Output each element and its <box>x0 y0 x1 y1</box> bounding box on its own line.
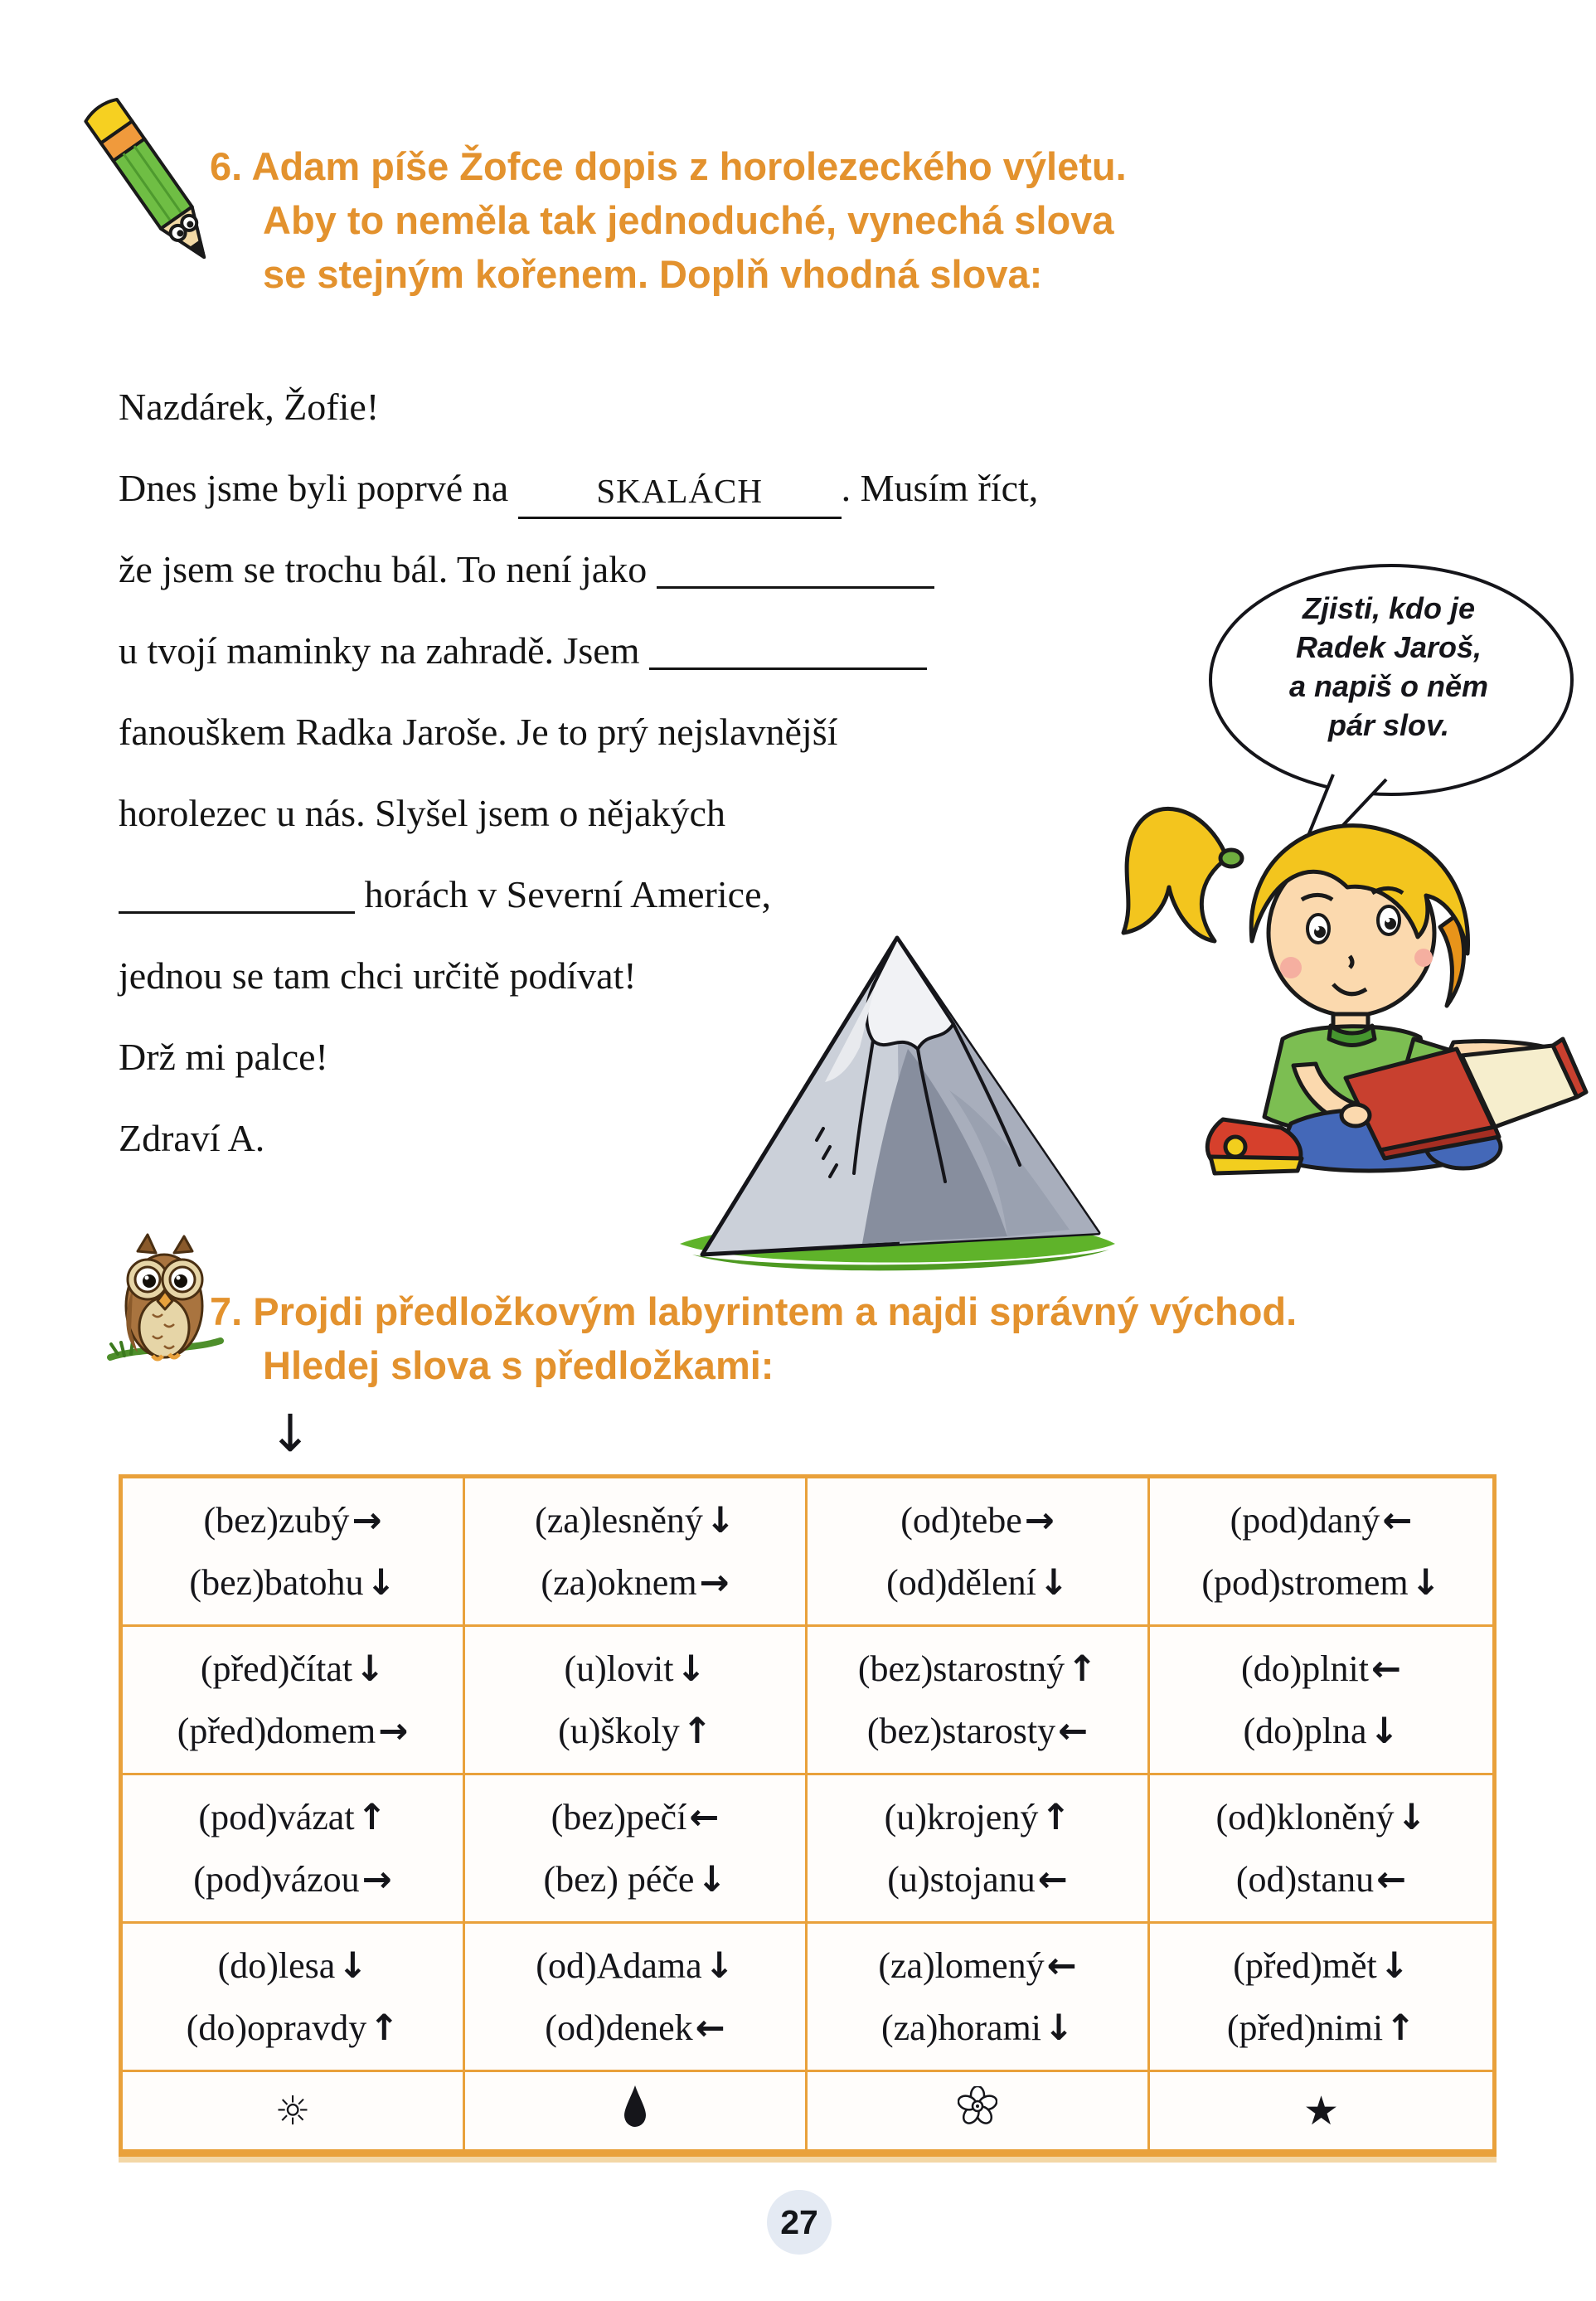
direction-arrow: ↑ <box>357 1796 387 1838</box>
letter-blank[interactable] <box>649 658 927 670</box>
maze-cell <box>1150 1775 1492 1924</box>
maze-word: (bez)starosty <box>866 1711 1056 1752</box>
preposition-maze-table <box>119 1474 1497 2157</box>
maze-word: (od)dělení <box>886 1562 1036 1604</box>
maze-cell <box>808 1924 1150 2072</box>
maze-word: (před)mět <box>1233 1944 1377 1986</box>
maze-cell <box>808 1775 1150 1924</box>
letter-text-segment: že jsem se trochu bál. To není jako <box>119 548 657 590</box>
maze-word: (do)plna <box>1243 1711 1367 1752</box>
maze-entry <box>177 1710 409 1752</box>
maze-entry <box>1215 1796 1426 1838</box>
maze-word: (u)školy <box>558 1711 680 1752</box>
maze-entry <box>545 2007 725 2049</box>
maze-cell <box>808 1627 1150 1775</box>
direction-arrow: ↑ <box>1041 1796 1071 1838</box>
maze-entry <box>187 2007 400 2049</box>
direction-arrow: ↓ <box>704 1944 735 1987</box>
direction-arrow: ↓ <box>1396 1796 1427 1838</box>
direction-arrow: ← <box>1382 1499 1413 1541</box>
maze-cell <box>123 1924 465 2072</box>
direction-arrow: ↑ <box>369 2007 400 2050</box>
letter-blank[interactable] <box>119 901 355 914</box>
speech-bubble-line: Radek Jaroš, <box>1295 630 1482 664</box>
direction-arrow: ↑ <box>1067 1648 1098 1690</box>
maze-entry <box>1241 1648 1401 1690</box>
maze-entry <box>558 1710 712 1752</box>
maze-word: (od)Adama <box>536 1944 702 1986</box>
direction-arrow: ↓ <box>366 1562 396 1604</box>
letter-text-segment: jednou se tam chci určitě podívat! <box>119 954 637 997</box>
letter-line <box>119 854 1221 935</box>
letter-text-segment: . Musím říct, <box>841 467 1039 509</box>
direction-arrow: ↓ <box>705 1499 735 1541</box>
maze-word: (bez)batohu <box>189 1562 364 1604</box>
maze-cell <box>123 1478 465 1627</box>
maze-word: (pod)vázat <box>198 1796 355 1837</box>
letter-text-segment: horách v Severní Americe, <box>355 873 771 915</box>
direction-arrow: ↓ <box>1043 2007 1075 2050</box>
maze-word: (u)lovit <box>564 1648 674 1689</box>
letter-text-segment: Nazdárek, Žofie! <box>119 386 380 428</box>
maze-entry <box>1243 1710 1399 1752</box>
exercise6-heading <box>210 139 1127 301</box>
maze-entry-arrow: ↓ <box>269 1403 312 1464</box>
maze-word: (u)stojanu <box>887 1859 1036 1901</box>
maze-entry <box>218 1944 368 1987</box>
direction-arrow: → <box>361 1859 392 1901</box>
maze-word: (u)krojený <box>884 1796 1039 1837</box>
speech-bubble-line: a napiš o něm <box>1288 669 1489 703</box>
maze-word: (před)domem <box>177 1711 376 1752</box>
sun-icon: ☼ <box>274 2087 311 2134</box>
maze-entry <box>189 1561 395 1604</box>
letter-line <box>119 448 1221 529</box>
star-icon: ★ <box>1303 2087 1340 2134</box>
direction-arrow: ↓ <box>676 1648 706 1690</box>
maze-word: (bez)starostný <box>857 1648 1065 1689</box>
maze-word: (bez)zubý <box>203 1499 350 1541</box>
maze-entry <box>541 1561 729 1604</box>
direction-arrow: ← <box>1376 1859 1407 1901</box>
maze-entry <box>535 1499 735 1541</box>
direction-arrow: → <box>352 1499 382 1541</box>
flower-icon <box>958 2086 997 2135</box>
letter-blank-filled[interactable]: SKALÁCH <box>518 473 842 519</box>
speech-bubble-line: Zjisti, kdo je <box>1302 591 1476 625</box>
maze-entry <box>544 1858 727 1901</box>
exercise6-heading-line3: se stejným kořenem. Doplň vhodná slova: <box>263 252 1043 296</box>
maze-word: (od)stanu <box>1235 1859 1375 1901</box>
letter-text-segment: Dnes jsme byli poprvé na <box>119 467 518 509</box>
maze-entry <box>858 1648 1097 1690</box>
maze-word: (pod)vázou <box>193 1859 360 1901</box>
maze-word: (bez)pečí <box>551 1796 687 1837</box>
maze-entry <box>1230 1499 1413 1541</box>
letter-text-segment: Drž mi palce! <box>119 1036 328 1078</box>
maze-entry <box>1227 2007 1415 2049</box>
maze-cell <box>1150 1627 1492 1775</box>
letter-text-segment: Zdraví A. <box>119 1117 265 1159</box>
maze-entry <box>551 1796 720 1838</box>
maze-entry <box>1236 1858 1406 1901</box>
letter-text-segment: horolezec u nás. Slyšel jsem o nějakých <box>119 792 725 834</box>
direction-arrow: → <box>378 1711 409 1753</box>
maze-word: (do)opravdy <box>186 2007 367 2049</box>
direction-arrow: ← <box>689 1796 720 1838</box>
maze-exit-cell <box>808 2072 1150 2149</box>
maze-entry <box>204 1499 382 1541</box>
exercise7-heading-line2: Hledej slova s předložkami: <box>263 1343 774 1387</box>
letter-line <box>119 367 1221 448</box>
girl-reading-illustration <box>1099 775 1592 1177</box>
direction-arrow: ↑ <box>682 1711 712 1753</box>
maze-word: (do)lesa <box>217 1944 336 1986</box>
direction-arrow: ↓ <box>1038 1562 1069 1604</box>
owl-icon <box>106 1231 226 1381</box>
maze-word: (za)oknem <box>541 1562 697 1604</box>
letter-line <box>119 692 1221 773</box>
maze-cell <box>1150 1478 1492 1627</box>
maze-entry <box>1201 1561 1440 1604</box>
maze-word: (pod)daný <box>1230 1499 1380 1541</box>
letter-text-segment: u tvojí maminky na zahradě. Jsem <box>119 629 650 672</box>
letter-text-segment: fanouškem Radka Jaroše. Je to prý nejslavnější <box>119 711 838 753</box>
direction-arrow: ↓ <box>337 1944 368 1987</box>
maze-word: (za)lomený <box>878 1944 1045 1986</box>
maze-word: (bez) péče <box>543 1859 695 1901</box>
maze-cell <box>123 1775 465 1924</box>
direction-arrow: ↓ <box>1379 1944 1409 1987</box>
exercise7-heading <box>210 1284 1297 1392</box>
speech-bubble-text <box>1229 589 1549 745</box>
maze-cell <box>465 1924 808 2072</box>
page-number: 27 <box>780 2202 818 2241</box>
direction-arrow: ↓ <box>1410 1562 1441 1604</box>
maze-entry <box>878 1944 1076 1987</box>
direction-arrow: ← <box>1046 1944 1077 1987</box>
maze-word: (pod)stromem <box>1201 1562 1409 1604</box>
direction-arrow: ↓ <box>355 1648 386 1690</box>
maze-entry <box>881 2007 1074 2049</box>
maze-cell <box>465 1627 808 1775</box>
maze-entry <box>900 1499 1055 1541</box>
letter-line <box>119 529 1221 610</box>
maze-entry <box>198 1796 386 1838</box>
maze-exit-cell <box>465 2072 808 2149</box>
exercise6-heading-line2: Aby to neměla tak jednoduché, vynechá slova <box>263 198 1114 242</box>
mountain-illustration <box>651 925 1136 1281</box>
maze-exit-cell <box>123 2072 465 2149</box>
maze-entry <box>886 1561 1069 1604</box>
speech-bubble-line: pár slov. <box>1327 708 1450 742</box>
exercise6-heading-line1: 6. Adam píše Žofce dopis z horolezeckého výletu. <box>210 144 1127 188</box>
maze-entry <box>193 1858 391 1901</box>
maze-word: (před)čítat <box>200 1648 353 1689</box>
maze-cell <box>808 1478 1150 1627</box>
direction-arrow: ← <box>1058 1711 1089 1753</box>
direction-arrow: → <box>1024 1499 1055 1541</box>
maze-entry <box>885 1796 1071 1838</box>
maze-cell <box>465 1775 808 1924</box>
exercise6-number: 6. <box>210 144 243 188</box>
direction-arrow: ← <box>695 2007 725 2050</box>
drop-icon <box>623 2084 647 2138</box>
maze-entry <box>1233 1944 1409 1987</box>
letter-blank[interactable] <box>657 576 934 589</box>
direction-arrow: ← <box>1037 1859 1068 1901</box>
direction-arrow: ← <box>1370 1648 1401 1690</box>
maze-word: (za)horami <box>880 2007 1041 2049</box>
exercise7-number: 7. <box>210 1289 243 1333</box>
maze-word: (před)nimi <box>1226 2007 1384 2049</box>
maze-word: (za)lesněný <box>535 1499 703 1541</box>
maze-cell <box>465 1478 808 1627</box>
maze-entry <box>867 1710 1088 1752</box>
maze-entry <box>564 1648 706 1690</box>
maze-entry <box>201 1648 385 1690</box>
letter-line <box>119 610 1221 692</box>
letter-line <box>119 773 1221 854</box>
exercise7-heading-line1: 7. Projdi předložkovým labyrintem a najdi správný východ. <box>210 1289 1298 1333</box>
direction-arrow: → <box>699 1562 730 1604</box>
maze-cell <box>123 1627 465 1775</box>
page-number-badge <box>767 2190 832 2255</box>
maze-exit-cell <box>1150 2072 1492 2149</box>
direction-arrow: ↑ <box>1385 2007 1416 2050</box>
maze-entry <box>536 1944 734 1987</box>
maze-word: (od)denek <box>545 2007 693 2049</box>
maze-word: (od)tebe <box>900 1499 1022 1541</box>
maze-entry <box>887 1858 1067 1901</box>
maze-word: (od)kloněný <box>1215 1796 1395 1837</box>
direction-arrow: ↓ <box>1369 1711 1400 1753</box>
maze-cell <box>1150 1924 1492 2072</box>
maze-word: (do)plnit <box>1240 1648 1369 1689</box>
direction-arrow: ↓ <box>696 1859 727 1901</box>
